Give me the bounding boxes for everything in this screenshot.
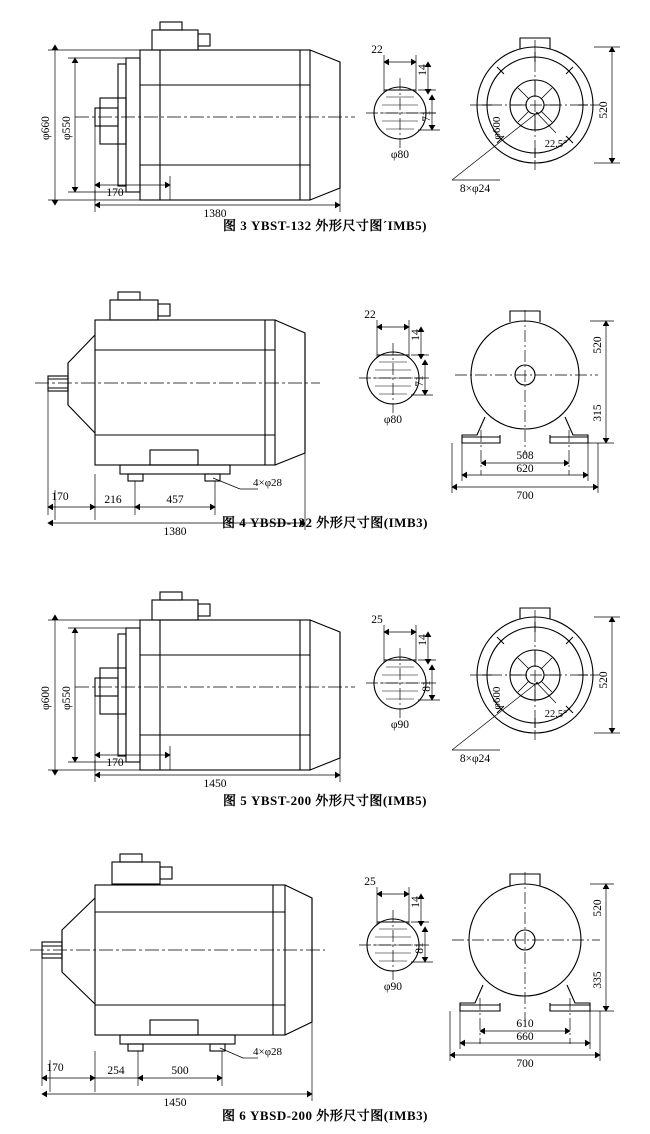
dim-len-foot: 170 [46, 1062, 64, 1074]
dim-len-total: 1380 [163, 526, 187, 538]
dim-len-total: 1450 [203, 778, 227, 790]
dim-key-h: 14 [417, 634, 429, 646]
dim-angle: 22.5° [544, 709, 568, 720]
figure-5-caption: 图 5 YBST-200 外形尺寸图(IMB5) [222, 793, 427, 808]
dim-foot-holes: 4×φ28 [253, 1046, 283, 1058]
dim-len-b: 457 [166, 494, 184, 506]
dim-flange-h: 520 [598, 671, 610, 689]
dim-len-total: 1450 [163, 1097, 187, 1109]
dim-key-w: 25 [371, 614, 383, 626]
dim-len-a: 254 [107, 1065, 125, 1077]
figure-3-caption: 图 3 YBST-132 外形尺寸图´IMB5) [222, 218, 427, 233]
dim-angle: 22.5° [544, 139, 568, 150]
dim-key-d: 71 [414, 375, 426, 387]
figure-4 [0, 275, 650, 550]
dim-shaft: φ90 [383, 981, 403, 993]
dim-key-d: 81 [421, 680, 433, 692]
dim-key-d: 71 [421, 110, 433, 122]
figure-6-caption: 图 6 YBSD-200 外形尺寸图(IMB3) [222, 1108, 428, 1123]
dim-key-d: 81 [414, 942, 426, 954]
dim-bolt-circle: φ600 [491, 686, 503, 710]
figure-4-caption: 图 4 YBSD-132 外形尺寸图(IMB3) [222, 515, 428, 530]
dim-d-outer: φ660 [40, 116, 52, 140]
figure-6 [0, 840, 650, 1130]
dim-h-center: 315 [592, 404, 604, 422]
dim-len-short: 170 [106, 757, 124, 769]
dim-h-total: 520 [592, 899, 604, 917]
dim-w-c: 700 [516, 1058, 534, 1070]
dim-d-inner: φ550 [61, 116, 73, 140]
dim-d-outer: φ600 [40, 686, 52, 710]
dim-foot-holes: 4×φ28 [253, 477, 283, 489]
dim-key-h: 14 [410, 896, 422, 908]
dim-key-w: 22 [364, 309, 376, 321]
dim-shaft: φ90 [390, 719, 410, 731]
dim-key-h: 14 [417, 64, 429, 76]
dim-key-w: 25 [364, 876, 376, 888]
dim-holes: 8×φ24 [459, 753, 491, 765]
dim-w-a: 610 [516, 1018, 534, 1030]
dim-w-b: 620 [516, 463, 534, 475]
dim-len-short: 170 [106, 187, 124, 199]
dim-len-a: 216 [104, 494, 122, 506]
dim-bolt-circle: φ600 [491, 116, 503, 140]
dim-len-foot: 170 [51, 491, 69, 503]
figure-5 [0, 570, 650, 825]
dim-len-b: 500 [171, 1065, 189, 1077]
dim-w-b: 660 [516, 1031, 534, 1043]
dim-flange-h: 520 [598, 101, 610, 119]
figure-3 [0, 0, 650, 250]
dim-h-center: 335 [592, 971, 604, 989]
dim-key-h: 14 [410, 329, 422, 341]
dim-shaft: φ80 [390, 149, 410, 161]
dim-h-total: 520 [592, 336, 604, 354]
dim-w-a: 508 [516, 450, 534, 462]
dim-holes: 8×φ24 [459, 183, 491, 195]
dim-d-inner: φ550 [61, 686, 73, 710]
dim-shaft: φ80 [383, 414, 403, 426]
dim-key-w: 22 [371, 44, 383, 56]
dim-w-c: 700 [516, 490, 534, 502]
dim-len-total: 1380 [203, 208, 227, 220]
